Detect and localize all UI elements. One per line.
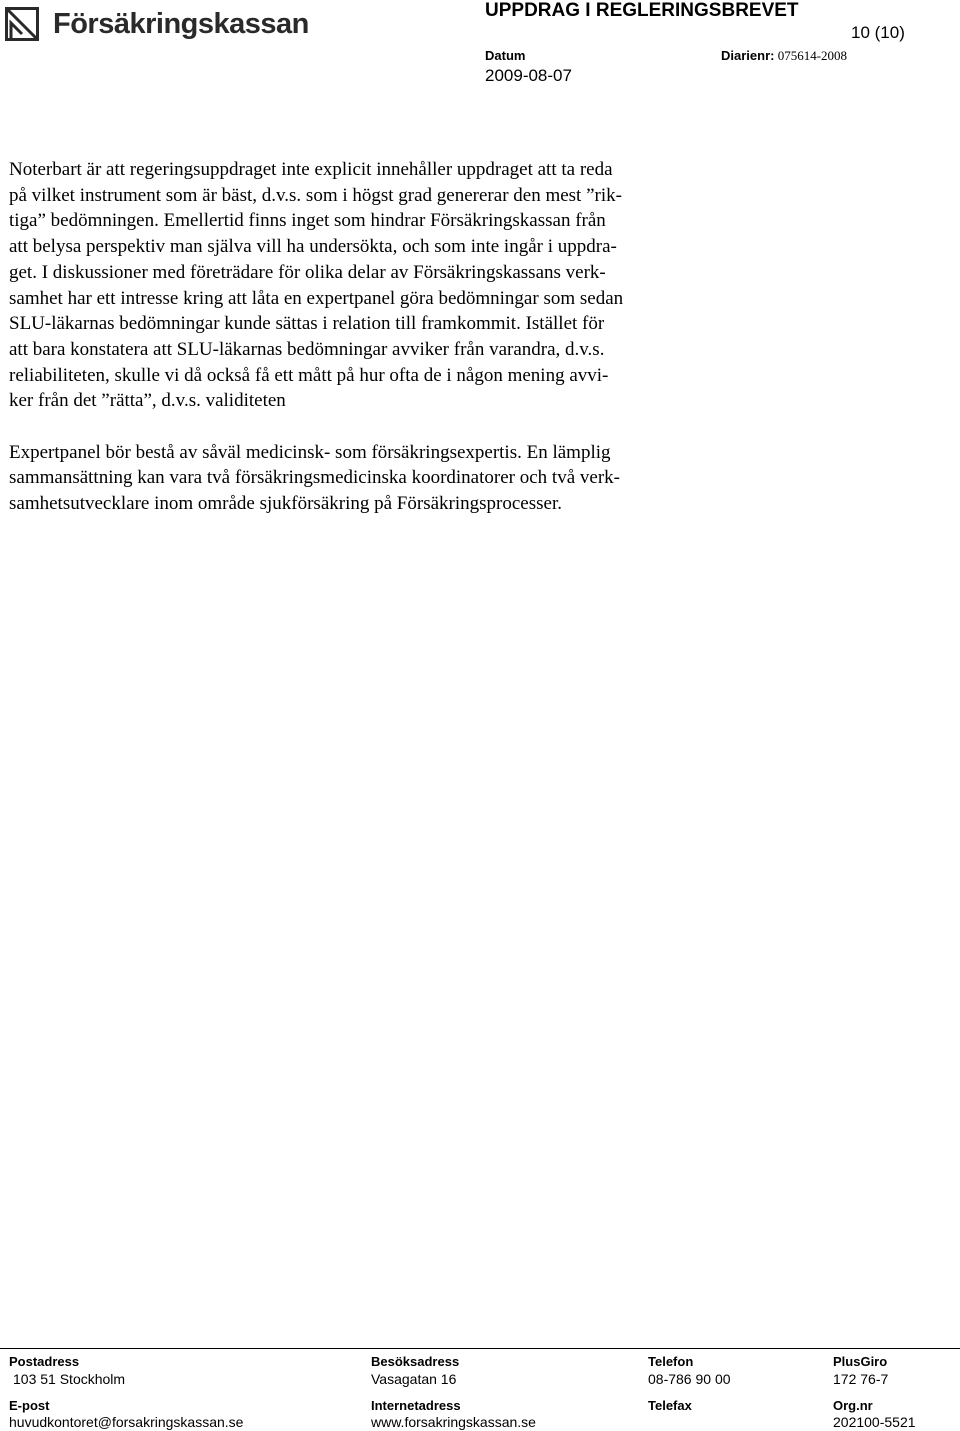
orgnr-value: 202100-5521	[833, 1414, 916, 1430]
date-value: 2009-08-07	[485, 66, 572, 85]
text-line: sammansättning kan vara två försäkringsmedicinska koordinatorer och två verk-	[9, 467, 620, 489]
text-line: att bara konstatera att SLU-läkarnas bedömningar avviker från varandra, d.v.s.	[9, 338, 605, 360]
paragraph	[9, 440, 754, 517]
text-line: samhet har ett intresse kring att låta en expertpanel göra bedömningar som sedan	[9, 287, 624, 309]
telefon-label: Telefon	[648, 1354, 694, 1369]
plusgiro-label: PlusGiro	[833, 1354, 888, 1369]
diarie-value: 075614-2008	[777, 48, 848, 63]
text-line: samhetsutvecklare inom område sjukförsäkring på Försäkringsprocesser.	[9, 493, 562, 515]
text-line: ker från det ”rätta”, d.v.s. validiteten	[9, 390, 286, 412]
paragraph	[9, 157, 754, 414]
postadress-label: Postadress	[9, 1354, 80, 1369]
internetadress-label: Internetadress	[371, 1398, 461, 1413]
text-line: tiga” bedömningen. Emellertid finns inget som hindrar Försäkringskassan från	[9, 210, 606, 232]
footer-divider	[0, 1348, 960, 1349]
date-label: Datum	[485, 48, 526, 63]
plusgiro-value: 172 76-7	[833, 1371, 889, 1387]
text-line: Noterbart är att regeringsuppdraget inte explicit innehåller uppdraget att ta reda	[9, 159, 613, 180]
text-line: SLU-läkarnas bedömningar kunde sättas i relation till framkommit. Istället för	[9, 313, 605, 335]
besoksadress-label: Besöksadress	[371, 1354, 460, 1369]
postadress-value: 103 51 Stockholm	[13, 1371, 126, 1387]
diarie-label: Diarienr:	[721, 48, 775, 63]
text-line: get. I diskussioner med företrädare för olika delar av Försäkringskassans verk-	[9, 261, 606, 283]
internetadress-value: www.forsakringskassan.se	[371, 1414, 536, 1430]
document-type: UPPDRAG I REGLERINGSBREVET	[485, 0, 799, 21]
epost-label: E-post	[9, 1398, 50, 1413]
text-line: att belysa perspektiv man själva vill ha undersökta, och som inte ingår i uppdra-	[9, 236, 617, 258]
epost-value: huvudkontoret@forsakringskassan.se	[9, 1414, 244, 1430]
diarie-number	[721, 48, 847, 64]
house-logo-icon	[5, 7, 39, 41]
text-line: reliabiliteten, skulle vi då också få ett mått på hur ofta de i någon mening avvi-	[9, 364, 609, 386]
logo-text: Försäkringskassan	[53, 7, 309, 40]
page-number: 10 (10)	[851, 23, 905, 42]
text-line: Expertpanel bör bestå av såväl medicinsk- som försäkringsexpertis. En lämplig	[9, 441, 611, 463]
text-line: på vilket instrument som är bäst, d.v.s. som i högst grad genererar den mest ”rik-	[9, 184, 622, 206]
logo	[5, 4, 309, 44]
besoksadress-value: Vasagatan 16	[371, 1371, 457, 1387]
orgnr-label: Org.nr	[833, 1398, 873, 1413]
telefon-value: 08-786 90 00	[648, 1371, 731, 1387]
telefax-label: Telefax	[648, 1398, 692, 1413]
body-text	[9, 157, 754, 517]
